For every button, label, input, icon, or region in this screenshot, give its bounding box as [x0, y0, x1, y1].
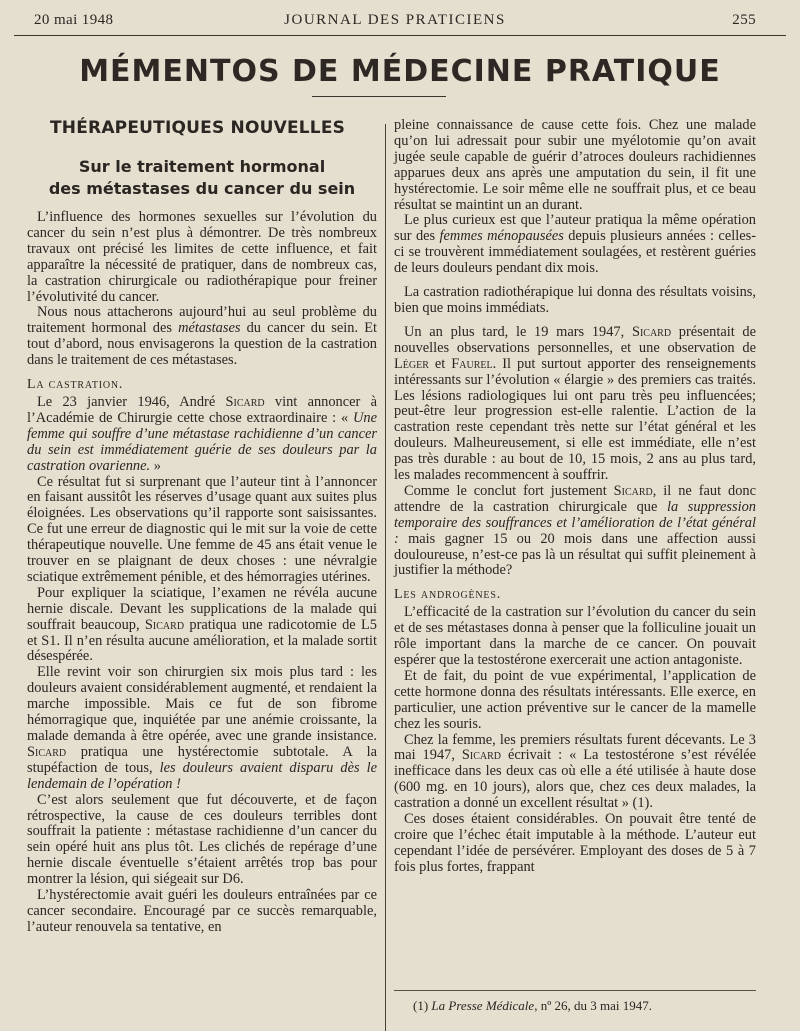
author-name: Léger — [394, 355, 429, 372]
banner-rule — [312, 96, 446, 97]
paragraph: Le plus curieux est que l’auteur pratiqua la même opération sur des femmes ménopausées depuis plusieurs années : celles-ci se trouvèrent immédiatement soulagées, et restèrent guéries de leurs douleurs pendant dix mois. — [394, 212, 756, 277]
column-divider — [385, 124, 386, 1031]
author-name: Sicard — [631, 323, 672, 340]
article-title-line-1: Sur le traitement hormonal — [78, 157, 326, 176]
paragraph: L’influence des hormones sexuelles sur l’évolution du cancer du sein n’est plus à démontrer. De très nombreux travaux ont précisé les limites de cette influence, et fait apparaître la nécessité de pratiquer, dans de nombreux cas, la castration chirurgicale ou radiothérapique pour freiner l’évolutivité du cancer. — [27, 209, 377, 305]
paragraph: L’hystérectomie avait guéri les douleurs entraînées par ce cancer secondaire. Encouragé par ce succès remarquable, l’auteur renouvela sa tentative, en — [27, 887, 377, 935]
paragraph: Pour expliquer la sciatique, l’examen ne révéla aucune hernie discale. Devant les supplications de la malade qui souffrait beaucoup, Sicard pratiqua une radicotomie de L5 et S1. Il n’en résulta aucune amélioration, et la malade sortit désespérée. — [27, 584, 377, 665]
article-title-line-2: des métastases du cancer du sein — [48, 179, 356, 198]
author-name: Sicard — [27, 743, 67, 760]
subheading-castration: La castration. — [27, 377, 124, 393]
footnote-source: La Presse Médicale — [431, 998, 535, 1013]
subheading-androgenes: Les androgènes. — [394, 587, 501, 603]
left-column — [27, 118, 377, 936]
section-title: THÉRAPEUTIQUES NOUVELLES — [50, 118, 346, 138]
paragraph: C’est alors seulement que fut découverte, et de façon rétrospective, la cause de ces douleurs terribles dont souffrait la patiente : métastase rachidienne d’un cancer du sein opéré huit ans plus tôt. Les clichés de repérage d’une hernie discale éventuelle s’étaient arrêtés trop bas pour montrer la lésion, qui siégeait sur D6. — [27, 791, 377, 888]
paragraph: pleine connaissance de cause cette fois. Chez une malade qu’on lui adressait pour subir une myélotomie qu’on avait jugée seule capable de guérir d’atroces douleurs rachidiennes apparues deux ans après une amputation du sein, il fit une hystérectomie. Le soir même elle ne souffrait plus, et ce beau résultat se maintint un an durant. — [394, 117, 756, 213]
paragraph: Comme le conclut fort justement Sicard, il ne faut donc attendre de la castration chirurgicale que la suppression temporaire des souffrances et l’amélioration de l’état général : mais gagner 15 ou 20 mois dans une affection aussi douloureuse, n’est-ce pas là un résultat qui suffit pleinement à justifier la méthode? — [394, 482, 756, 579]
issue-date: 20 mai 1948 — [34, 12, 114, 28]
journal-name: JOURNAL DES PRATICIENS — [284, 12, 506, 28]
right-column — [394, 118, 756, 876]
footnote: (1) La Presse Médicale, nº 26, du 3 mai 1947. — [413, 998, 652, 1013]
paragraph: Un an plus tard, le 19 mars 1947, Sicard présentait de nouvelles observations personnelles, et une observation de Léger et Faurel. Il put surtout apporter des renseignements intéressants sur l’évolution « élargie » des premiers cas traités. Les lésions radiologiques lui ont paru très peu influencées; peut-être leur progression est-elle ralentie. L’action de la castration reste cependant très nette sur l’état général et les douleurs. Malheureusement, si elle est immédiate, elle n’est pas très durable : au bout de 10, 15 mois, 2 ans au plus tard, les malades recommencent à souffrir. — [394, 323, 757, 484]
paragraph: L’efficacité de la castration sur l’évolution du cancer du sein et de ses métastases donna à penser que la folliculine jouait un rôle important dans la marche de ce cancer. On pouvait espérer que la testostérone exercerait une action antagoniste. — [394, 604, 756, 668]
paragraph: Le 23 janvier 1946, André Sicard vint annoncer à l’Académie de Chirurgie cette chose extraordinaire : « Une femme qui souffre d’une métastase rachidienne d’un cancer du sein est immédiatement guérie de ses douleurs par la castration ovarienne. » — [27, 393, 377, 474]
paragraph: La castration radiothérapique lui donna des résultats voisins, bien que moins immédiats. — [394, 284, 756, 316]
page-number: 255 — [732, 12, 756, 28]
footnote-rule — [394, 990, 756, 991]
paragraph: Ces doses étaient considérables. On pouvait être tenté de croire que l’échec était imputable à la méthode. L’auteur eut cependant l’idée de persévérer. Employant des doses de 5 à 7 fois plus fortes, frappant — [394, 811, 756, 875]
banner-title: MÉMENTOS DE MÉDECINE PRATIQUE — [79, 54, 721, 89]
paragraph: Et de fait, du point de vue expérimental, l’application de cette hormone donna des résultats intéressants. Elle exerce, en particulier, une action préventive sur le cancer de la mamelle chez les souris. — [394, 667, 756, 732]
paragraph: Nous nous attacherons aujourd’hui au seul problème du traitement hormonal des métastases du cancer du sein. Et tout d’abord, nous envisagerons la question de la castration dans le traitement de ces métastases. — [27, 304, 377, 369]
author-name: Sicard — [461, 747, 502, 764]
author-name: Sicard — [613, 482, 653, 499]
author-name: Faurel — [451, 355, 493, 372]
running-header — [34, 8, 756, 32]
paragraph: Elle revint voir son chirurgien six mois plus tard : les douleurs avaient considérablement augmenté, et rendaient la marche impossible. Mais ce fut de son fibrome hémorragique que, inquiétée par une anémie croissante, la malade demanda à être opérée, avec une grande insistance. Sicard pratiqua une hystérectomie subtotale. A la stupéfaction de tous, les douleurs avaient disparu dès le lendemain de l’opération ! — [27, 664, 377, 792]
author-name: Sicard — [144, 616, 185, 633]
author-name: Sicard — [225, 393, 265, 410]
paragraph: Ce résultat fut si surprenant que l’auteur tint à l’annoncer en faisant aussitôt les réserves d’usage quant aux suites plus éloignées. Les observations qu’il rapporte sont saisissantes. Ce fut une erreur de diagnostic qui le mit sur la voie de cette thérapeutique nouvelle. Une femme de 45 ans était venue le trouver en se plaignant de deux choses : une névralgie sciatique extrêmement pénible, et des hémorragies utérines. — [27, 473, 377, 585]
paragraph: Chez la femme, les premiers résultats furent décevants. Le 3 mai 1947, Sicard écrivait : « La testostérone s’est révélée inefficace dans les deux cas où elle a été utilisée à haute dose (600 mg. en 10 jours), alors que, chez ces deux malades, la castration a donné un excellent résultat » (1). — [394, 731, 756, 812]
article-title — [27, 156, 377, 200]
header-rule — [14, 35, 786, 36]
